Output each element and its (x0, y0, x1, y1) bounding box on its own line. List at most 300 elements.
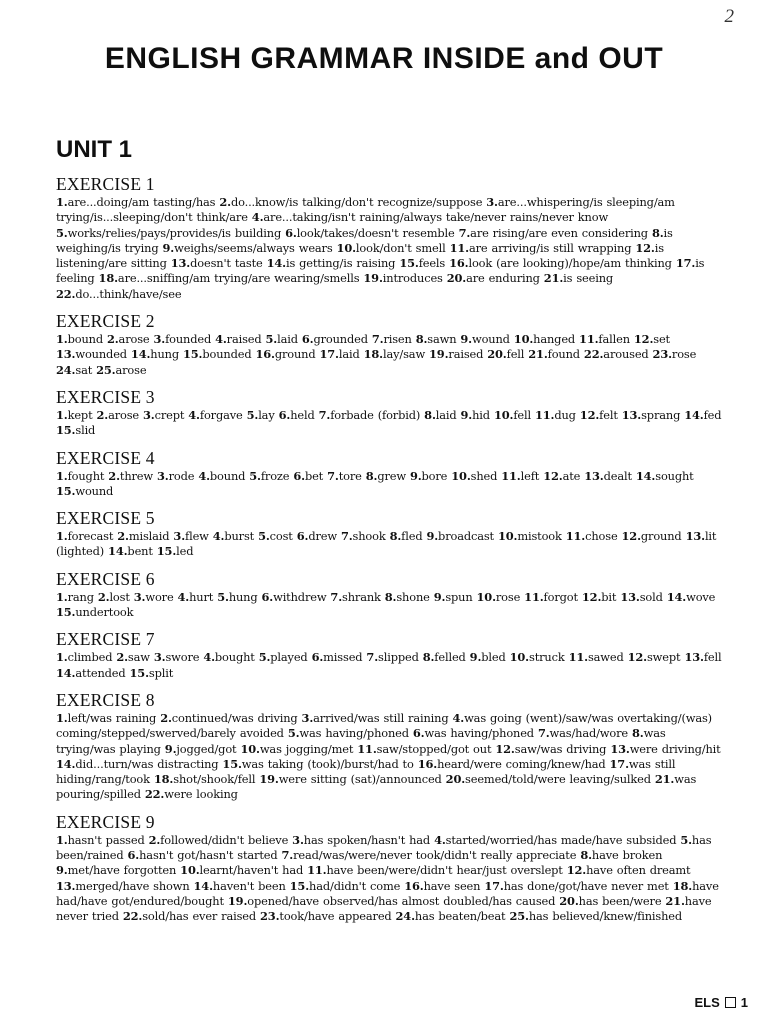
answer-number: 12. (566, 863, 587, 878)
answer-item (285, 226, 455, 240)
answer-number: 3. (153, 650, 166, 665)
answer-text: continued/was driving (171, 710, 298, 725)
answer-text: saw/was driving (514, 741, 607, 756)
answer-item (279, 408, 315, 422)
answer-text: was trying/was playing (56, 726, 666, 756)
answer-text: set (653, 332, 670, 347)
answer-item (293, 469, 323, 483)
answer-item (134, 590, 174, 604)
answer-item (56, 195, 215, 209)
answer-number: 10. (180, 863, 200, 878)
answer-number: 14. (684, 407, 704, 422)
answer-text: wore (145, 589, 174, 604)
answer-item (653, 347, 697, 361)
answer-text: have never tried (56, 893, 712, 924)
answer-number: 10. (509, 650, 529, 665)
answer-item (477, 590, 521, 604)
answer-item (194, 879, 286, 893)
answer-number: 7. (371, 332, 384, 347)
answer-text: was taking (took)/burst/had to (241, 756, 414, 771)
answer-number: 2. (108, 468, 120, 483)
answer-number: 15. (182, 347, 203, 362)
answer-item (97, 408, 140, 422)
answer-text: has believed/knew/finished (528, 909, 683, 924)
answer-number: 6. (285, 225, 297, 240)
answer-number: 11. (357, 741, 377, 756)
answer-text: climbed (67, 650, 113, 665)
answer-list (56, 833, 728, 925)
answer-number: 9. (460, 407, 473, 422)
answer-text: wounded (75, 347, 127, 362)
answer-number: 4. (188, 407, 200, 422)
answer-item (434, 590, 473, 604)
answer-item (622, 408, 680, 422)
answer-text: shrank (342, 589, 381, 604)
exercise-8 (56, 690, 728, 803)
answer-text: raised (226, 332, 262, 347)
answer-item (255, 347, 315, 361)
answer-item (56, 757, 218, 771)
answer-text: hung (150, 347, 179, 362)
answer-item (622, 529, 682, 543)
answer-text: fed (703, 407, 722, 422)
answer-text: is listening/are sitting (56, 240, 664, 271)
answer-item (319, 408, 421, 422)
exercise-title: EXERCISE 4 (56, 447, 155, 468)
answer-text: threw (119, 468, 153, 483)
answer-text: learnt/haven't had (199, 863, 304, 878)
answer-text: has beaten/beat (414, 909, 506, 924)
answer-text: led (176, 544, 194, 559)
answer-number: 6. (293, 468, 305, 483)
answer-item (259, 772, 441, 786)
answer-item (56, 469, 104, 483)
footer-series-label: ELS (694, 995, 720, 1010)
answer-number: 6. (296, 529, 309, 544)
answer-text: lay/saw (383, 347, 426, 362)
answer-text: was/had/wore (549, 726, 629, 741)
answer-number: 16. (417, 756, 438, 771)
answer-text: froze (260, 468, 290, 483)
answer-item (544, 271, 613, 285)
answer-number: 17. (319, 347, 339, 362)
answer-number: 10. (497, 529, 518, 544)
answer-number: 11. (449, 240, 469, 255)
answer-number: 10. (513, 332, 534, 347)
answer-item (56, 863, 176, 877)
answer-number: 25. (96, 362, 116, 377)
answer-number: 5. (246, 407, 259, 422)
answer-number: 5. (56, 225, 68, 240)
answer-item (410, 469, 447, 483)
answer-item (528, 347, 580, 361)
answer-item (130, 666, 174, 680)
answer-text: shed (470, 468, 498, 483)
answer-number: 20. (445, 772, 466, 787)
answer-text: are...doing/am tasting/has (67, 195, 216, 209)
answer-number: 13. (584, 468, 604, 483)
answer-number: 6. (261, 589, 274, 604)
answer-item (180, 863, 303, 877)
answer-number: 1. (56, 332, 68, 347)
answer-item (219, 195, 482, 209)
answer-item (157, 469, 194, 483)
answer-item (459, 226, 648, 240)
answer-item (357, 742, 491, 756)
answer-number: 11. (501, 468, 521, 483)
answer-text: was having/phoned (299, 726, 409, 741)
answer-text: hung (228, 589, 258, 604)
answer-number: 15. (56, 483, 76, 498)
answer-number: 21. (665, 893, 685, 908)
answer-item (260, 909, 392, 923)
answer-text: bound (209, 468, 246, 483)
answer-number: 21. (528, 347, 548, 362)
answer-text: cost (269, 529, 293, 544)
answer-number: 10. (240, 741, 260, 756)
answer-number: 3. (156, 468, 169, 483)
answer-item (584, 469, 632, 483)
answer-text: sawn (427, 332, 457, 347)
answer-text: forbade (forbid) (330, 407, 421, 422)
answer-item (153, 332, 211, 346)
answer-text: missed (323, 650, 363, 665)
answer-text: lost (109, 589, 130, 604)
answer-item (128, 848, 278, 862)
answer-item (108, 544, 153, 558)
page-number: 2 (724, 6, 734, 27)
answer-item (538, 726, 628, 740)
answer-item (56, 408, 93, 422)
answer-text: have broken (591, 848, 663, 863)
answer-number: 22. (122, 909, 143, 924)
answer-text: fallen (598, 332, 630, 347)
answer-item (461, 408, 490, 422)
answer-number: 3. (153, 332, 166, 347)
answer-number: 9. (409, 468, 422, 483)
answer-number: 8. (424, 407, 436, 422)
answer-item (117, 529, 169, 543)
answer-number: 5. (680, 832, 692, 847)
answer-text: kept (67, 407, 93, 422)
answer-text: mistook (517, 529, 562, 544)
answer-item (559, 894, 661, 908)
answer-text: rode (168, 468, 195, 483)
exercise-title: EXERCISE 7 (56, 629, 155, 650)
answer-number: 2. (160, 710, 172, 725)
answer-number: 8. (580, 848, 592, 863)
answer-text: laid (435, 407, 457, 422)
answer-text: hurt (189, 589, 214, 604)
answer-text: sold (639, 589, 663, 604)
answer-item (418, 757, 606, 771)
answer-item (107, 332, 150, 346)
answer-text: arose (108, 407, 140, 422)
answer-item (524, 590, 578, 604)
answer-text: was still hiding/rang/took (56, 756, 676, 787)
answer-item (56, 363, 92, 377)
answer-text: burst (224, 529, 255, 544)
answer-text: slipped (378, 650, 419, 665)
answer-number: 9. (469, 650, 482, 665)
answer-text: forgave (199, 407, 243, 422)
answer-text: saw (127, 650, 150, 665)
answer-item (56, 529, 113, 543)
answer-text: struck (529, 650, 565, 665)
answer-number: 2. (219, 195, 231, 209)
answer-item (222, 757, 413, 771)
answer-text: is feeling (56, 256, 705, 286)
answer-number: 3. (301, 710, 314, 725)
answer-text: swept (646, 650, 681, 665)
answer-text: crept (154, 407, 185, 422)
answer-item (203, 650, 254, 664)
exercise-title: EXERCISE 9 (56, 811, 155, 832)
answer-text: works/relies/pays/provides/is building (67, 225, 282, 240)
checkbox-icon (725, 997, 736, 1008)
answer-item (108, 469, 153, 483)
answer-text: played (270, 650, 308, 665)
answer-item (580, 408, 618, 422)
answer-number: 2. (106, 332, 119, 347)
answer-number: 19. (227, 893, 248, 908)
answer-number: 6. (311, 650, 324, 665)
answer-text: merged/have shown (75, 878, 190, 893)
answer-item (56, 423, 95, 437)
answer-number: 2. (116, 650, 128, 665)
answer-item (610, 742, 720, 756)
answer-number: 8. (632, 726, 644, 741)
answer-item (131, 347, 179, 361)
answer-number: 9. (56, 863, 68, 878)
answer-text: found (547, 347, 580, 362)
answer-list (56, 529, 728, 560)
answer-text: tore (338, 468, 362, 483)
answer-number: 6. (412, 726, 425, 741)
answer-text: felt (599, 407, 618, 422)
answer-number: 17. (484, 878, 504, 893)
answer-text: look/don't smell (355, 240, 446, 255)
answer-item (56, 650, 112, 664)
answer-number: 8. (365, 468, 378, 483)
answer-item (56, 332, 103, 346)
answer-list (56, 590, 728, 621)
answer-number: 19. (429, 347, 449, 362)
exercise-title: EXERCISE 3 (56, 386, 155, 407)
answer-number: 9. (162, 240, 175, 255)
answer-number: 12. (633, 332, 654, 347)
answer-text: grew (377, 468, 406, 483)
answer-text: fell (513, 407, 531, 422)
answer-item (487, 347, 524, 361)
answer-number: 11. (579, 332, 599, 347)
answer-number: 16. (404, 878, 424, 893)
answer-item (451, 469, 497, 483)
answer-text: shone (396, 589, 430, 604)
answer-item (281, 848, 576, 862)
answer-item (267, 256, 396, 270)
answer-text: bet (304, 468, 324, 483)
answer-text: are arriving/is still wrapping (468, 240, 632, 255)
answer-item (292, 833, 430, 847)
answer-text: rose (495, 589, 521, 604)
answer-text: sawed (587, 650, 624, 665)
answer-text: raised (448, 347, 484, 362)
answer-number: 20. (559, 893, 579, 908)
answer-item (510, 650, 565, 664)
answer-text: hasn't passed (67, 832, 145, 847)
answer-item (171, 256, 263, 270)
answer-list (56, 650, 728, 681)
answer-text: broadcast (438, 529, 494, 544)
answer-item (56, 287, 181, 301)
answer-list (56, 332, 728, 378)
answer-number: 15. (129, 665, 149, 680)
answer-text: aroused (603, 347, 649, 362)
answer-number: 19. (363, 271, 383, 286)
answer-item (98, 590, 130, 604)
main-title: ENGLISH GRAMMAR INSIDE and OUT (104, 42, 664, 75)
answer-text: fought (67, 468, 105, 483)
answer-number: 13. (56, 878, 76, 893)
answer-text: dug (554, 407, 576, 422)
answer-number: 14. (666, 589, 687, 604)
answer-item (372, 332, 412, 346)
answer-number: 19. (259, 772, 279, 787)
answer-number: 5. (258, 650, 271, 665)
answer-number: 18. (672, 878, 693, 893)
answer-number: 1. (56, 468, 68, 483)
answer-item (582, 590, 616, 604)
answer-text: has spoken/hasn't had (303, 832, 431, 847)
answer-item (240, 742, 353, 756)
answer-text: held (290, 407, 315, 422)
answer-text: fell (506, 347, 525, 362)
answer-text: dealt (603, 468, 632, 483)
answer-text: left/was raining (67, 710, 157, 725)
answer-item (385, 590, 430, 604)
answer-number: 16. (255, 347, 275, 362)
footer-page-number: 1 (740, 995, 748, 1010)
answer-number: 4. (251, 210, 264, 225)
answer-text: hid (472, 407, 490, 422)
answer-number: 14. (266, 256, 286, 271)
answer-number: 15. (156, 544, 177, 559)
answer-item (213, 529, 254, 543)
answer-text: wove (686, 589, 716, 604)
answer-number: 3. (486, 195, 498, 209)
answer-number: 21. (543, 271, 564, 286)
answer-number: 2. (96, 407, 109, 422)
answer-item (198, 469, 245, 483)
answer-text: seemed/told/were leaving/sulked (465, 772, 651, 787)
answer-text: did...turn/was distracting (75, 756, 219, 771)
answer-number: 20. (487, 347, 507, 362)
exercise-title: EXERCISE 6 (56, 568, 155, 589)
exercise-title: EXERCISE 8 (56, 689, 155, 710)
answer-item (364, 347, 425, 361)
answer-text: grounded (313, 332, 368, 347)
exercise-4 (56, 448, 728, 500)
answer-item (56, 226, 281, 240)
answer-number: 23. (260, 909, 280, 924)
exercise-7 (56, 629, 728, 681)
answer-text: flew (185, 529, 209, 544)
answer-number: 15. (56, 423, 76, 438)
answer-item (302, 332, 368, 346)
answer-item (366, 469, 406, 483)
answer-item (634, 332, 670, 346)
answer-number: 5. (287, 726, 300, 741)
answer-item (424, 408, 456, 422)
answer-item (143, 408, 184, 422)
answer-text: bore (421, 468, 448, 483)
answer-text: are rising/are even considering (470, 225, 648, 240)
answer-text: fled (401, 529, 423, 544)
answer-number: 9. (164, 741, 177, 756)
answer-number: 5. (249, 468, 261, 483)
answer-number: 10. (451, 468, 471, 483)
answer-text: has been/rained (56, 832, 712, 863)
answer-item (228, 894, 555, 908)
answer-text: drew (308, 529, 337, 544)
answer-number: 4. (177, 589, 190, 604)
exercise-5 (56, 508, 728, 560)
answer-number: 14. (635, 468, 656, 483)
answer-text: look/takes/doesn't resemble (296, 225, 455, 240)
answer-number: 8. (422, 650, 435, 665)
answer-item (363, 271, 442, 285)
answer-item (154, 650, 199, 664)
answer-text: shot/shook/fell (173, 772, 256, 787)
answer-number: 7. (458, 225, 471, 240)
answer-item (123, 909, 256, 923)
answer-text: swore (165, 650, 200, 665)
exercise-6 (56, 569, 728, 621)
answer-text: opened/have observed/has almost doubled/has caused (247, 893, 556, 908)
answer-number: 8. (651, 225, 664, 240)
answer-number: 14. (193, 878, 213, 893)
answer-number: 6. (278, 407, 291, 422)
answer-number: 18. (153, 772, 174, 787)
unit-title: UNIT 1 (56, 136, 133, 163)
answer-item (579, 332, 630, 346)
answer-text: sought (655, 468, 694, 483)
answer-text: wound (75, 483, 114, 498)
answer-item (341, 529, 386, 543)
answer-item (249, 469, 289, 483)
answer-number: 14. (56, 665, 76, 680)
answer-number: 13. (684, 650, 704, 665)
answer-text: are...whispering/is sleeping/am trying/is...sleeping/don't think/are (56, 195, 675, 225)
answer-number: 12. (627, 650, 647, 665)
answer-text: felled (434, 650, 466, 665)
answer-number: 4. (434, 832, 446, 847)
answer-text: rose (671, 347, 697, 362)
answer-number: 11. (534, 407, 555, 422)
answer-number: 4. (215, 332, 227, 347)
answer-number: 9. (460, 332, 472, 347)
answer-text: split (148, 665, 174, 680)
answer-item (247, 408, 275, 422)
answer-number: 22. (144, 787, 165, 802)
answer-text: founded (165, 332, 212, 347)
answer-list (56, 711, 728, 803)
answer-number: 8. (389, 529, 402, 544)
answer-item (290, 879, 401, 893)
answer-item (262, 590, 327, 604)
exercise-3 (56, 387, 728, 439)
